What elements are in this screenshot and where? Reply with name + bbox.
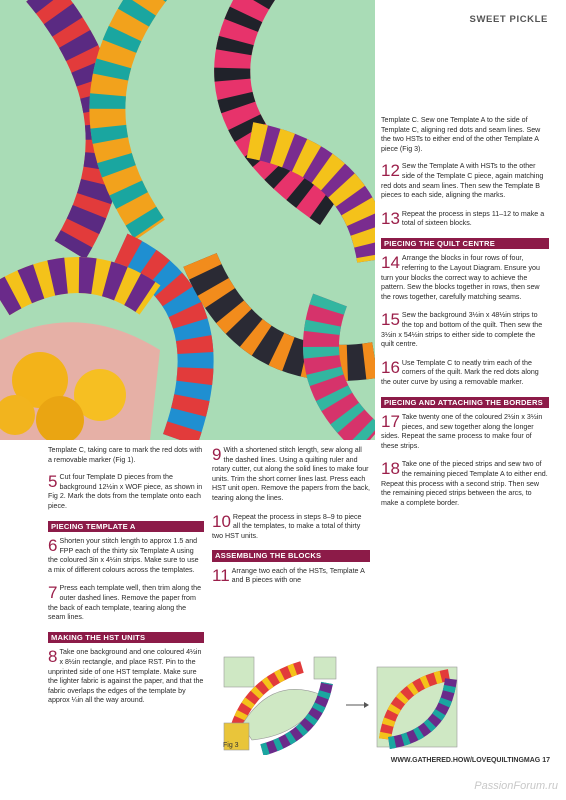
step-text: With a shortened stitch length, sew along all the dashed lines. Using a quilting ruler and rotary cutter, cut along the solid lines to make four units. Trim the short corner lines last. Press each HST unit open. Remove the papers from the back, tearing along the lines. xyxy=(212,446,370,502)
step-text: Use Template C to neatly trim each of the corners of the quilt. Mark the red dots along the outer curve by using a removable marker. xyxy=(381,358,539,386)
step-number: 11 xyxy=(212,565,230,585)
step-number: 7 xyxy=(48,583,58,603)
column-1-intro: Template C, taking care to mark the red dots with a removable marker (Fig 1). xyxy=(48,446,203,464)
step-text: Repeat the process in steps 8–9 to piece all the templates, to make a total of thirty two HST units. xyxy=(212,512,362,540)
step-number: 12 xyxy=(381,161,400,181)
step-text: Arrange two each of the HSTs, Template A and B pieces with one xyxy=(231,566,365,585)
page-footer xyxy=(391,757,550,764)
step-number: 6 xyxy=(48,536,58,556)
step-12 xyxy=(381,162,549,200)
heading-piecing-quilt-centre: PIECING THE QUILT CENTRE xyxy=(381,238,549,250)
step-number: 15 xyxy=(381,310,400,330)
step-number: 17 xyxy=(381,412,400,432)
step-number: 10 xyxy=(212,511,231,531)
step-text: Cut four Template D pieces from the background 12½in x WOF piece, as shown in Fig 2. Mark the dots from the template onto each piece. xyxy=(48,473,203,510)
step-17 xyxy=(381,413,549,451)
step-15 xyxy=(381,311,549,349)
step-text: Take twenty one of the coloured 2½in x 3½in pieces, and sew together along the longer sides. Repeat the same process to make four of these strips. xyxy=(381,413,543,450)
step-text: Sew the background 3½in x 48½in strips to the top and bottom of the quilt. Then sew the 3½in x 54½in strips to either side to complete the quilt centre. xyxy=(381,311,543,349)
step-6 xyxy=(48,537,204,575)
heading-piecing-borders: PIECING AND ATTACHING THE BORDERS xyxy=(381,397,549,409)
step-9 xyxy=(212,446,370,504)
step-10 xyxy=(212,513,370,542)
step-11 xyxy=(212,567,370,586)
step-number: 16 xyxy=(381,357,400,377)
step-number: 8 xyxy=(48,647,58,667)
step-text: Arrange the blocks in four rows of four, referring to the Layout Diagram. Ensure you turn your blocks the correct way to achieve the pattern. Sew the blocks together in rows, then sew the rows together, carefully matching seams. xyxy=(381,254,540,301)
watermark: PassionForum.ru xyxy=(474,780,558,792)
step-text: Shorten your stitch length to approx 1.5 and FPP each of the thirty six Template A using the coloured 3in x 4½in strips. Make sure to use a mix of different colours across the templates. xyxy=(48,537,199,574)
step-number: 9 xyxy=(212,445,222,464)
step-8 xyxy=(48,648,204,706)
step-text: Repeat the process in steps 11–12 to make a total of sixteen blocks. xyxy=(401,209,545,228)
page-number: 17 xyxy=(542,757,550,764)
step-number: 14 xyxy=(381,253,400,273)
heading-piecing-template-a: PIECING TEMPLATE A xyxy=(48,521,204,533)
step-18 xyxy=(381,460,549,508)
step-5 xyxy=(48,473,204,511)
heading-assembling-blocks: ASSEMBLING THE BLOCKS xyxy=(212,550,370,562)
step-text: Take one of the pieced strips and sew two of the remaining pieced Template A to either end. Repeat this process with a second strip. Then sew the remaining pieced strips between the arcs, to make a complete border. xyxy=(381,460,548,507)
step-text: Sew the Template A with HSTs to the other side of the Template C piece, again matching red dots and seam lines. Then sew the Template B pieces to each side, aligning the marks. xyxy=(381,162,544,200)
column-3 xyxy=(381,116,549,517)
step-number: 5 xyxy=(48,472,58,492)
column-1 xyxy=(48,446,204,715)
step-13 xyxy=(381,210,549,229)
column-2 xyxy=(212,446,370,595)
figure-3-label: Fig 3 xyxy=(223,742,239,749)
figure-3 xyxy=(222,655,412,760)
step-text: Take one background and one coloured 4½in x 8½in rectangle, and place RST. Pin to the unprinted side of one HST template. Make sure the lighter fabric is against the paper, and that the fabric overlaps the edges of the template by approx ¼in all the way around. xyxy=(48,648,204,705)
arrow-right-icon xyxy=(346,702,369,708)
footer-url: WWW.GATHERED.HOW/LOVEQUILTINGMAG xyxy=(390,757,541,764)
step-7 xyxy=(48,584,204,622)
step-text: Press each template well, then trim along the outer dashed lines. Remove the paper from the back of each template, tearing along the seam lines. xyxy=(48,584,202,622)
step-number: 13 xyxy=(381,208,400,228)
quilt-photo xyxy=(0,0,375,440)
step-14 xyxy=(381,254,549,302)
step-number: 18 xyxy=(381,459,400,479)
section-title: SWEET PICKLE xyxy=(469,14,548,25)
heading-making-hst-units: MAKING THE HST UNITS xyxy=(48,632,204,644)
column-3-intro: Template C. Sew one Template A to the side of Template C, aligning red dots and seam lines. Sew the two HSTs to either end of the other Template A piece (Fig 3). xyxy=(381,116,541,153)
step-16 xyxy=(381,359,549,388)
